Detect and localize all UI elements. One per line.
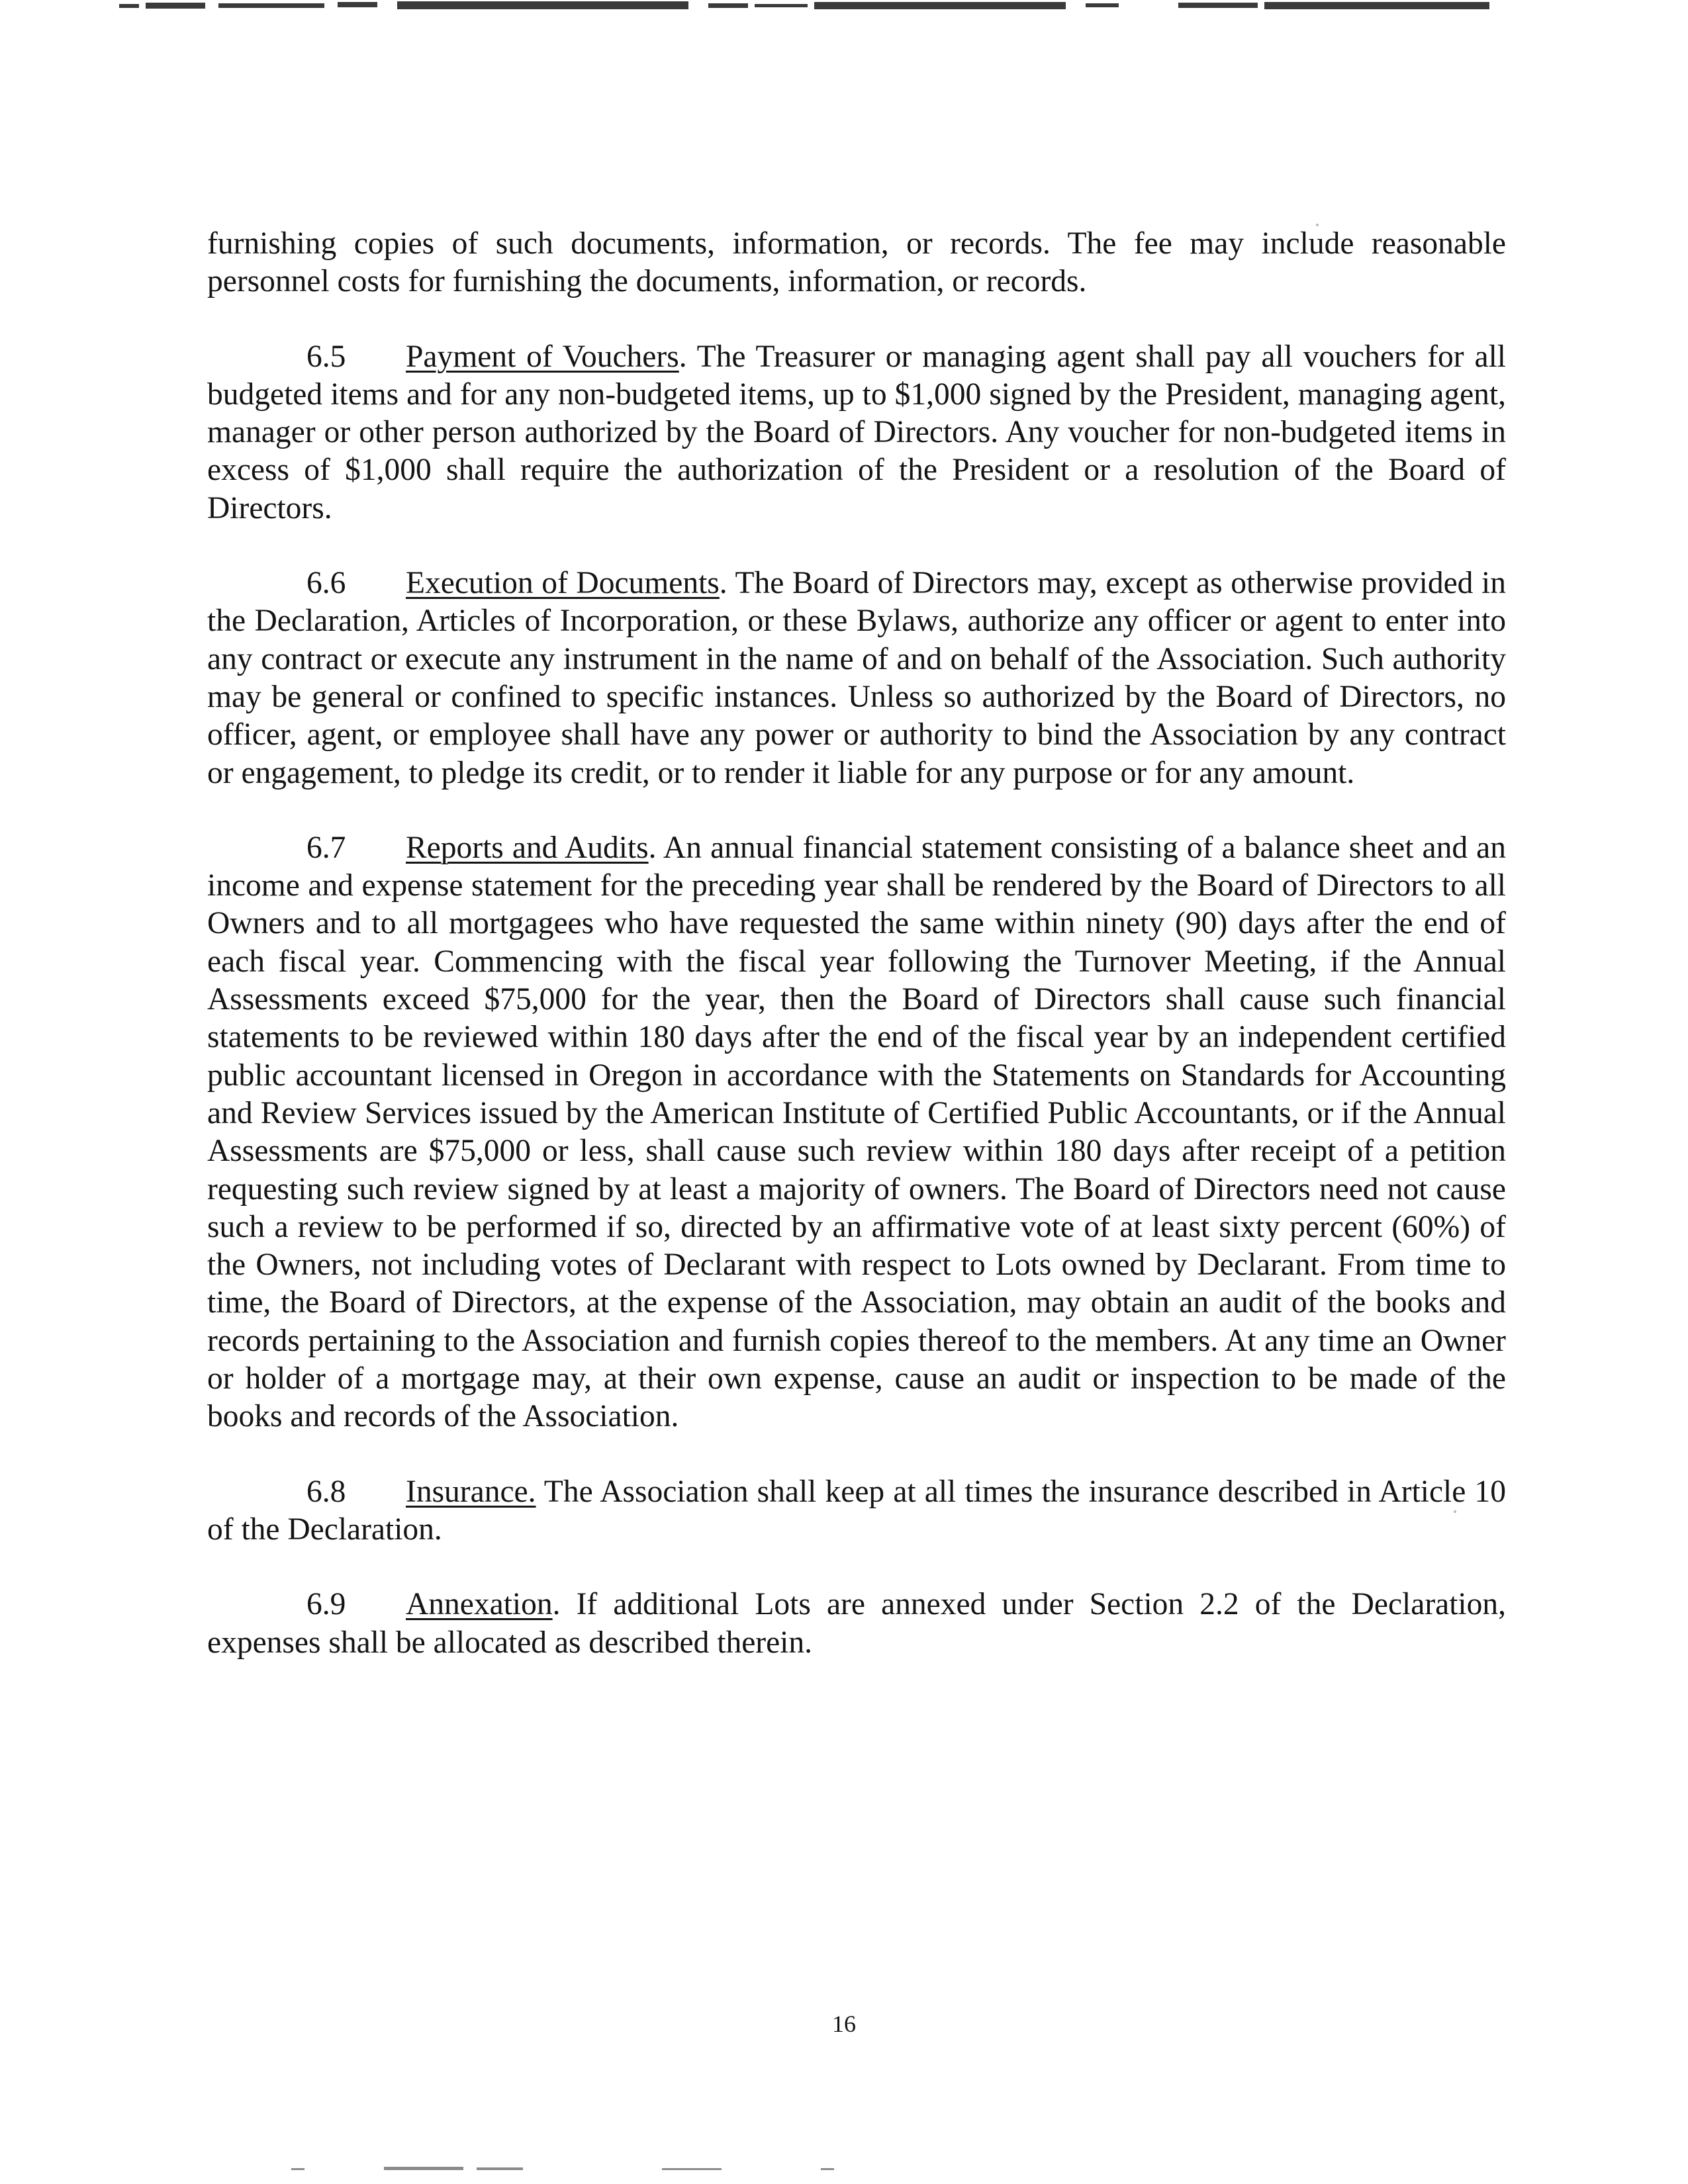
section-6-5 (207, 338, 1506, 527)
section-text: The Treasurer or managing agent shall pay all vouchers for all budgeted items and for any non-budgeted items, up to $1,000 signed by the President, managing agent, manager or other person authorized by the Board of Directors. Any voucher for non-budgeted items in excess of $1,000 shall require the authorization of the President or a resolution of the Board of Directors. (207, 339, 1506, 525)
heading-punctuation: . (679, 339, 687, 374)
section-number: 6.5 (306, 339, 346, 374)
section-number: 6.8 (306, 1474, 346, 1509)
scan-artifact-top (119, 0, 1529, 15)
section-heading: Annexation (406, 1587, 553, 1622)
section-number: 6.6 (306, 566, 346, 601)
section-6-8 (207, 1473, 1506, 1549)
section-text: An annual financial statement consisting of a balance sheet and an income and expense statement for the preceding year shall be rendered by the Board of Directors to all Owners and to all mortgagees who have requested the same within ninety (90) days after the end of each fiscal year. Commencing with the fiscal year following the Turnover Meeting, if the Annual Assessments exceed $75,000 for the year, then the Board of Directors shall cause such financial statements to be reviewed within 180 days after the end of the fiscal year by an independent certified public accountant licensed in Oregon in accordance with the Statements on Standards for Accounting and Review Services issued by the American Institute of Certified Public Accountants, or if the Annual Assessments are $75,000 or less, shall cause such review within 180 days after receipt of a petition requesting such review signed by at least a majority of owners. The Board of Directors need not cause such a review to be performed if so, directed by an affirmative vote of at least sixty percent (60%) of the Owners, not including votes of Declarant with respect to Lots owned by Declarant. From time to time, the Board of Directors, at the expense of the Association, may obtain an audit of the books and records pertaining to the Association and furnish copies thereof to the members. At any time an Owner or holder of a mortgage may, at their own expense, cause an audit or inspection to be made of the books and records of the Association. (207, 830, 1506, 1434)
section-text: The Association shall keep at all times the insurance described in Article 10 of the Declaration. (207, 1474, 1506, 1547)
section-heading: Reports and Audits (406, 830, 649, 865)
heading-punctuation: . (552, 1587, 561, 1622)
section-heading: Insurance. (406, 1474, 536, 1509)
section-text: If additional Lots are annexed under Section 2.2 of the Declaration, expenses shall be allocated as described therein. (207, 1587, 1506, 1660)
section-6-6 (207, 565, 1506, 792)
scan-speck (1316, 224, 1319, 226)
continuation-paragraph: furnishing copies of such documents, information, or records. The fee may include reasonable personnel costs for furnishing the documents, information, or records. (207, 226, 1506, 299)
section-6-7 (207, 829, 1506, 1436)
page-number: 16 (832, 2011, 856, 2037)
heading-punctuation: . (719, 566, 727, 601)
section-heading: Execution of Documents (406, 566, 720, 601)
scan-artifact-bottom (291, 2163, 953, 2176)
section-6-9 (207, 1586, 1506, 1662)
section-number: 6.7 (306, 830, 346, 865)
section-text: The Board of Directors may, except as otherwise provided in the Declaration, Articles of Incorporation, or these Bylaws, authorize any officer or agent to enter into any contract or execute any instrument in the name of and on behalf of the Association. Such authority may be general or confined to specific instances. Unless so authorized by the Board of Directors, no officer, agent, or employee shall have any power or authority to bind the Association by any contract or engagement, to pledge its credit, or to render it liable for any purpose or for any amount. (207, 566, 1506, 790)
document-body (207, 225, 1506, 1662)
section-heading: Payment of Vouchers (406, 339, 679, 374)
heading-punctuation: . (648, 830, 657, 865)
scan-speck (1454, 1510, 1456, 1513)
section-number: 6.9 (306, 1587, 346, 1622)
